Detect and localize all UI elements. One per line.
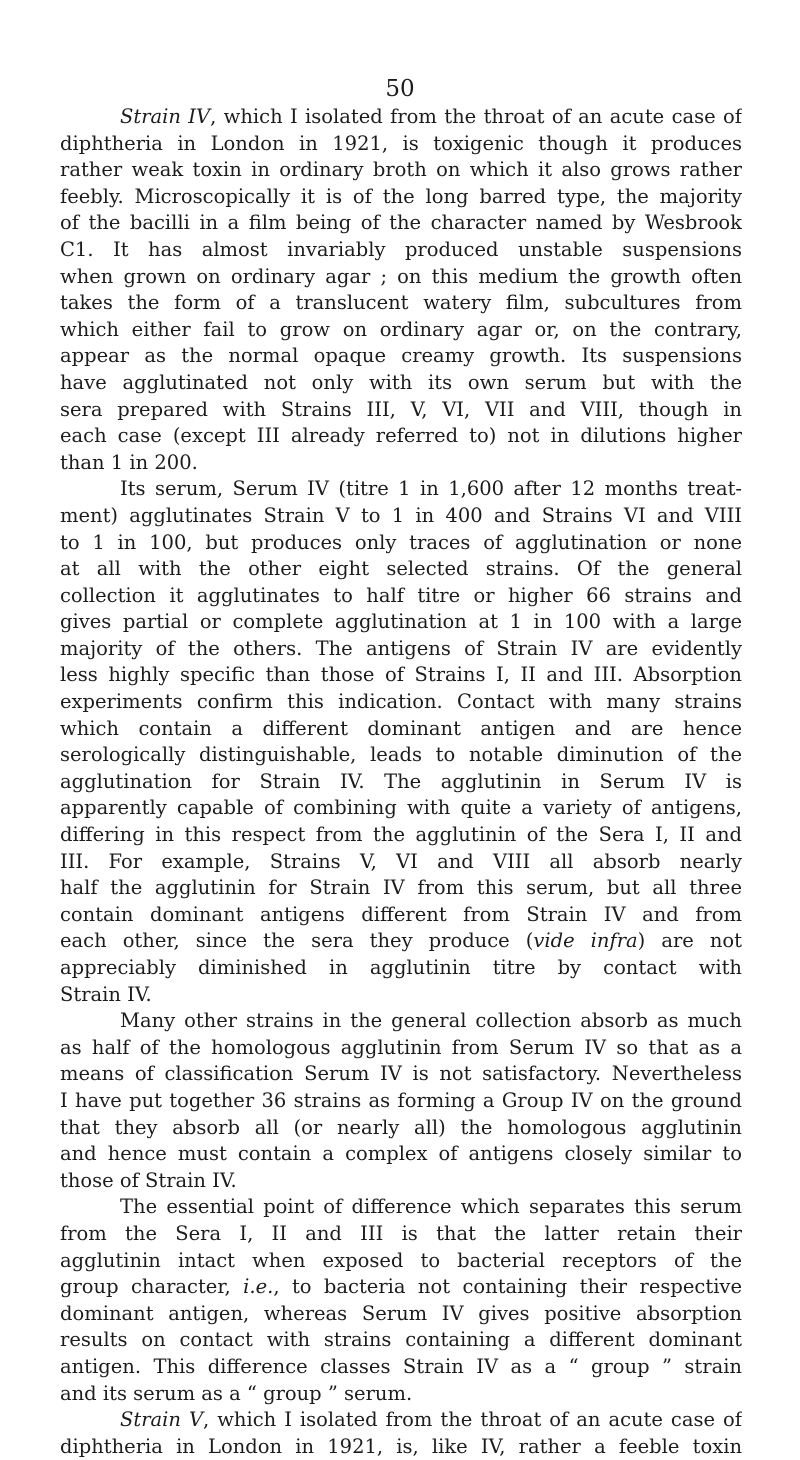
text-run: rather weak toxin in ordinary broth on which it also grows rather <box>60 158 742 182</box>
text-line <box>60 636 742 663</box>
text-run: results on contact with strains containing a different dominant <box>60 1328 742 1352</box>
text-line <box>60 742 742 769</box>
text-run: each other, since the sera they produce ( <box>60 929 534 953</box>
text-run: feebly. Microscopically it is of the long barred type, the majority <box>60 184 742 208</box>
text-line <box>60 1301 742 1328</box>
text-run: group character, <box>60 1275 244 1299</box>
text-run: antigen. This difference classes Strain IV as a “ group ” strain <box>60 1354 742 1378</box>
text-line <box>60 982 742 1009</box>
text-line <box>60 662 742 689</box>
text-line <box>60 131 742 158</box>
text-run: I have put together 36 strains as forming a Group IV on the ground <box>60 1088 742 1112</box>
text-line <box>60 556 742 583</box>
text-line <box>60 530 742 557</box>
text-line <box>60 769 742 796</box>
text-line <box>60 1221 742 1248</box>
text-run: agglutination for Strain IV. The agglutinin in Serum IV is <box>60 769 742 793</box>
text-run: appreciably diminished in agglutinin titre by contact with <box>60 956 742 979</box>
text-run: half the agglutinin for Strain IV from this serum, but all three <box>60 876 742 900</box>
text-line <box>60 317 742 344</box>
text-line <box>60 955 742 982</box>
text-line <box>60 1407 742 1434</box>
italic-text: vide infra <box>533 929 638 953</box>
text-line <box>60 1327 742 1354</box>
text-run: The essential point of difference which separates this serum <box>120 1195 742 1219</box>
text-line <box>60 1274 742 1301</box>
text-line <box>60 1088 742 1115</box>
text-run: when grown on ordinary agar ; on this medium the growth often <box>60 264 742 288</box>
text-run: III. For example, Strains V, VI and VIII all absorb nearly <box>60 849 742 873</box>
italic-text: Strain IV <box>120 105 211 128</box>
text-line <box>60 795 742 822</box>
text-line <box>60 583 742 610</box>
text-line <box>60 290 742 317</box>
text-line <box>60 104 742 131</box>
text-run: have agglutinated not only with its own serum but with the <box>60 370 742 394</box>
text-line <box>60 1434 742 1460</box>
text-line <box>60 370 742 397</box>
text-run: dominant antigen, whereas Serum IV gives positive absorption <box>60 1301 742 1325</box>
text-run: which contain a different dominant antigen and are hence <box>60 716 742 740</box>
text-run: C1. It has almost invariably produced unstable suspensions <box>60 237 742 261</box>
text-run: appear as the normal opaque creamy growth. Its suspensions <box>60 344 742 368</box>
text-run: experiments confirm this indication. Contact with many strains <box>60 690 742 714</box>
italic-text: Strain V <box>120 1408 204 1432</box>
text-line <box>60 1115 742 1142</box>
text-run: less highly specific than those of Strains I, II and III. Absorption <box>60 663 742 687</box>
text-run: than 1 in 200. <box>60 450 198 474</box>
text-line <box>60 264 742 291</box>
text-line <box>60 343 742 370</box>
text-line <box>60 1168 742 1195</box>
text-run: that they absorb all (or nearly all) the homologous agglutinin <box>60 1115 742 1139</box>
text-line <box>60 849 742 876</box>
text-run: to 1 in 100, but produces only traces of agglutination or none <box>60 530 742 554</box>
text-line <box>60 476 742 503</box>
text-line <box>60 1061 742 1088</box>
text-line <box>60 210 742 237</box>
text-run: , to bacteria not containing their respective <box>273 1275 742 1299</box>
text-body <box>60 104 742 1460</box>
text-run: each case (except III already referred to) not in dilutions higher <box>60 424 742 448</box>
text-line <box>60 689 742 716</box>
text-line <box>60 157 742 184</box>
text-run: and hence must contain a complex of antigens closely similar to <box>60 1142 742 1166</box>
text-run: from the Sera I, II and III is that the latter retain their <box>60 1221 742 1245</box>
text-line <box>60 902 742 929</box>
text-run: means of classification Serum IV is not satisfactory. Nevertheless <box>60 1062 742 1086</box>
text-line <box>60 184 742 211</box>
text-run: agglutinin intact when exposed to bacterial receptors of the <box>60 1248 742 1272</box>
text-run: ment) agglutinates Strain V to 1 in 400 and Strains VI and VIII <box>60 503 742 527</box>
text-run: , which I isolated from the throat of an acute case of <box>203 1408 742 1432</box>
text-line <box>60 1248 742 1275</box>
text-line <box>60 423 742 450</box>
text-run: which either fail to grow on ordinary agar or, on the contrary, <box>60 317 742 341</box>
text-run: diphtheria in London in 1921, is, like IV, rather a feeble toxin <box>60 1434 742 1458</box>
text-line <box>60 1141 742 1168</box>
text-run: gives partial or complete agglutination at 1 in 100 with a large <box>60 610 742 634</box>
text-run: , which I isolated from the throat of an acute case of <box>210 105 742 128</box>
text-line <box>60 237 742 264</box>
text-line <box>60 450 742 477</box>
text-line <box>60 928 742 955</box>
text-line <box>60 822 742 849</box>
text-line <box>60 875 742 902</box>
text-run: serologically distinguishable, leads to notable diminution of the <box>60 743 742 767</box>
text-line <box>60 1035 742 1062</box>
text-run: Strain IV. <box>60 982 152 1006</box>
text-line <box>60 397 742 424</box>
text-run: those of Strain IV. <box>60 1168 237 1192</box>
text-run: Many other strains in the general collection absorb as much <box>120 1009 742 1033</box>
text-line <box>60 1008 742 1035</box>
text-run: sera prepared with Strains III, V, VI, VII and VIII, though in <box>60 397 742 421</box>
italic-text: i.e. <box>243 1275 274 1299</box>
text-line <box>60 716 742 743</box>
text-run: collection it agglutinates to half titre or higher 66 strains and <box>60 583 742 607</box>
text-run: as half of the homologous agglutinin from Serum IV so that as a <box>60 1035 742 1059</box>
text-run: and its serum as a “ group ” serum. <box>60 1381 413 1405</box>
text-run: majority of the others. The antigens of Strain IV are evidently <box>60 636 742 660</box>
text-line <box>60 503 742 530</box>
text-run: ) are not <box>637 929 742 953</box>
text-line <box>60 1194 742 1221</box>
text-run: takes the form of a translucent watery film, subcultures from <box>60 291 742 315</box>
text-line <box>60 609 742 636</box>
text-run: Its serum, Serum IV (titre 1 in 1,600 after 12 months treat- <box>120 477 742 501</box>
text-line <box>60 1354 742 1381</box>
text-run: diphtheria in London in 1921, is toxigenic though it produces <box>60 131 742 155</box>
page-number: 50 <box>385 76 415 102</box>
text-run: differing in this respect from the agglutinin of the Sera I, II and <box>60 823 742 847</box>
text-run: at all with the other eight selected strains. Of the general <box>60 557 742 581</box>
text-run: of the bacilli in a film being of the character named by Wesbrook <box>60 211 742 235</box>
text-run: contain dominant antigens different from Strain IV and from <box>60 902 742 926</box>
text-run: apparently capable of combining with quite a variety of antigens, <box>60 796 742 820</box>
